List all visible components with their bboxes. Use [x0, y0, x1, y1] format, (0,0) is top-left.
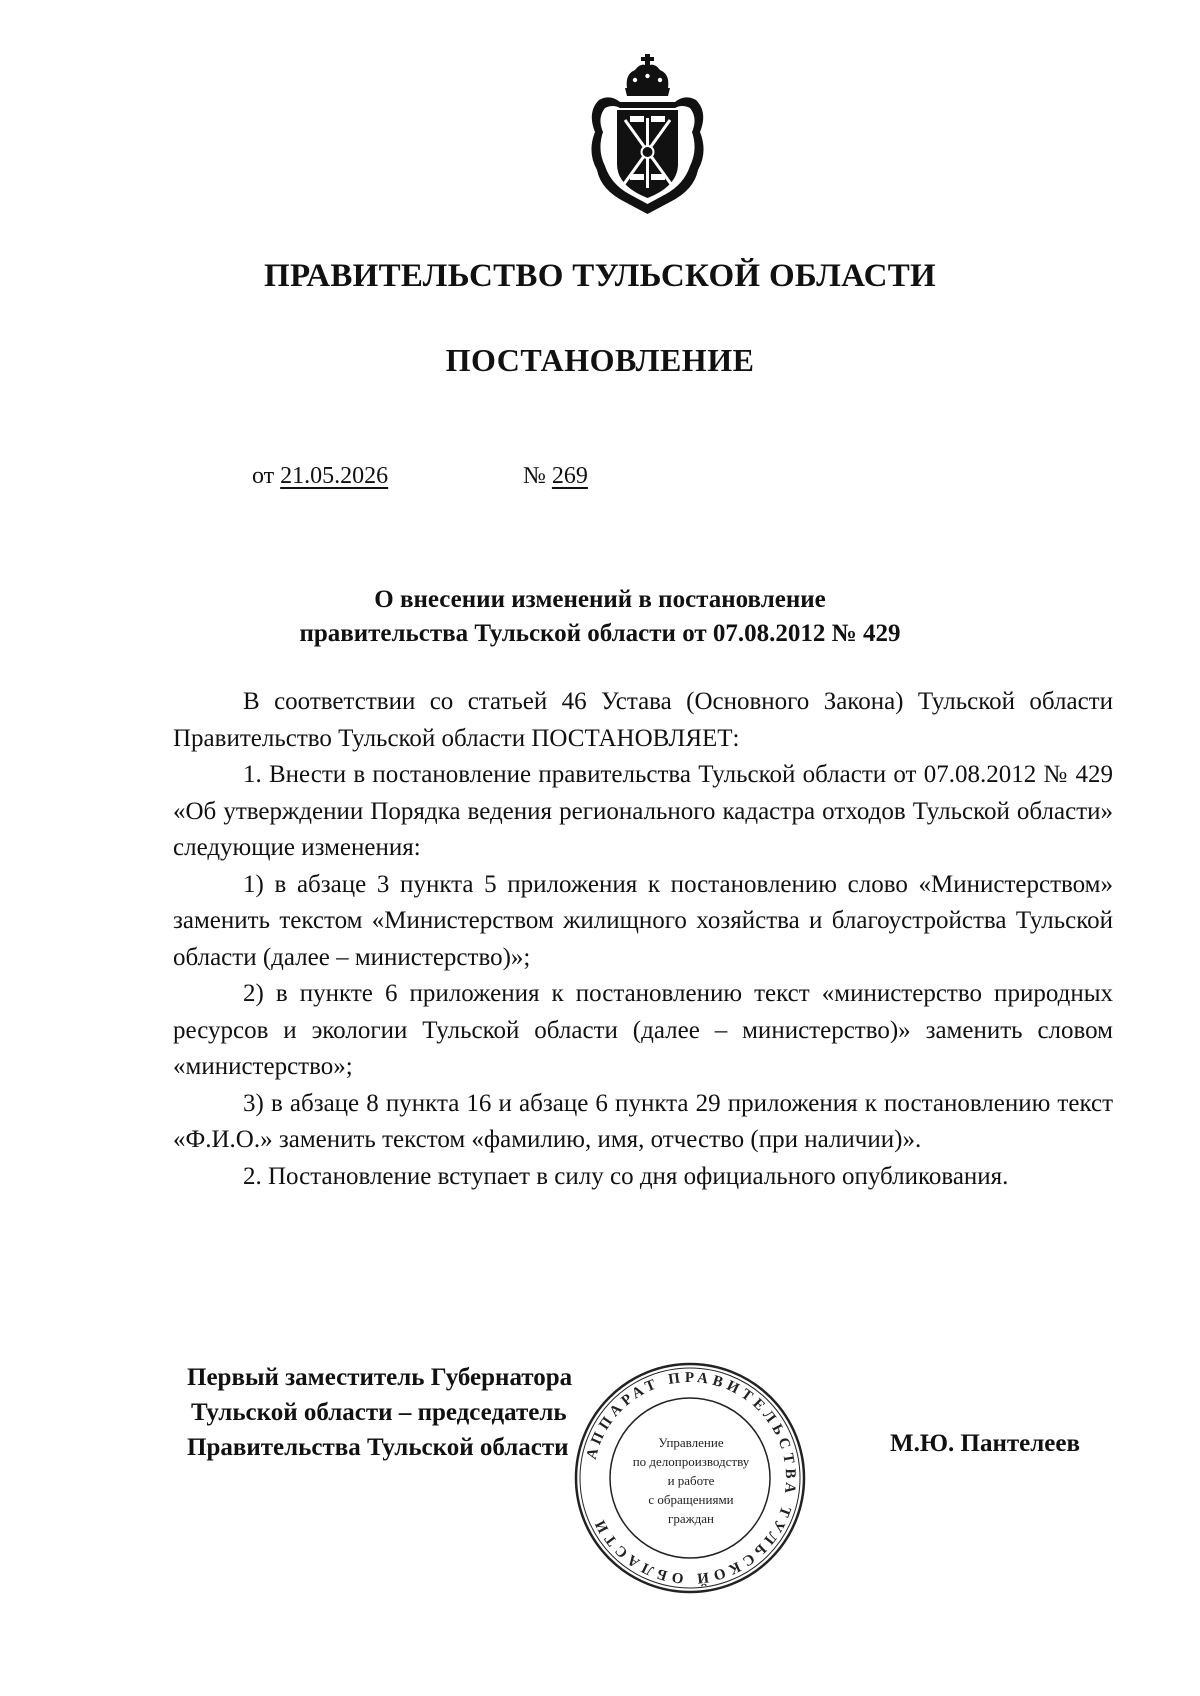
document-number — [523, 463, 588, 490]
signatory-position — [187, 1360, 572, 1465]
body-paragraph: 3) в абзаце 8 пункта 16 и абзаце 6 пункта 29 приложения к постановлению текст «Ф.И.О.» заменить текстом «фамилию, имя, отчество (при наличии)». — [173, 1089, 1113, 1153]
body-paragraph: 1. Внести в постановление правительства Тульской области от 07.08.2012 № 429 «Об утверждении Порядка ведения регионального кадастра отходов Тульской области» следующие изменения: — [173, 761, 1113, 861]
number-prefix: № — [523, 463, 546, 489]
date-prefix: от — [252, 463, 275, 489]
subject-line-1: О внесении изменений в постановление — [374, 586, 826, 613]
tula-coat-of-arms-icon — [585, 52, 710, 217]
stamp-line: граждан — [668, 1511, 714, 1526]
date-value: 21.05.2026 — [280, 463, 389, 489]
stamp-ring-text: АППАРАТ ПРАВИТЕЛЬСТВА ТУЛЬСКОЙ ОБЛАСТИ — [583, 1369, 799, 1587]
signatory-name: М.Ю. Пантелеев — [890, 1430, 1080, 1457]
document-date — [252, 463, 388, 490]
number-value: 269 — [551, 463, 588, 489]
stamp-line: и работе — [667, 1473, 715, 1488]
government-title: ПРАВИТЕЛЬСТВО ТУЛЬСКОЙ ОБЛАСТИ — [264, 258, 936, 294]
document-type: ПОСТАНОВЛЕНИЕ — [445, 342, 755, 378]
stamp-inner-text — [620, 1433, 762, 1528]
stamp-line: по делопроизводству — [632, 1454, 750, 1469]
body-paragraph: В соответствии со статьей 46 Устава (Основного Закона) Тульской области Правительство Тульской области ПОСТАНОВЛЯЕТ: — [173, 688, 1113, 752]
body-paragraph: 1) в абзаце 3 пункта 5 приложения к постановлению слово «Министерством» заменить текстом «Министерством жилищного хозяйства и благоустройства Тульской области (далее – министерство)»; — [173, 870, 1113, 971]
body-paragraph: 2) в пункте 6 приложения к постановлению текст «министерство природных ресурсов и экологии Тульской области (далее – министерство)» заменить словом «министерство»; — [173, 980, 1113, 1080]
position-line: Правительства Тульской области — [187, 1434, 569, 1461]
position-line: Первый заместитель Губернатора — [187, 1364, 573, 1391]
document-body — [173, 684, 1113, 1195]
stamp-line: с обращениями — [648, 1492, 734, 1507]
subject-line-2: правительства Тульской области от 07.08.2012 № 429 — [299, 620, 901, 647]
document-subject — [0, 583, 1200, 651]
stamp-line: Управление — [658, 1435, 724, 1450]
body-paragraph: 2. Постановление вступает в силу со дня официального опубликования. — [243, 1162, 1009, 1190]
position-line: Тульской области – председатель — [191, 1399, 567, 1426]
